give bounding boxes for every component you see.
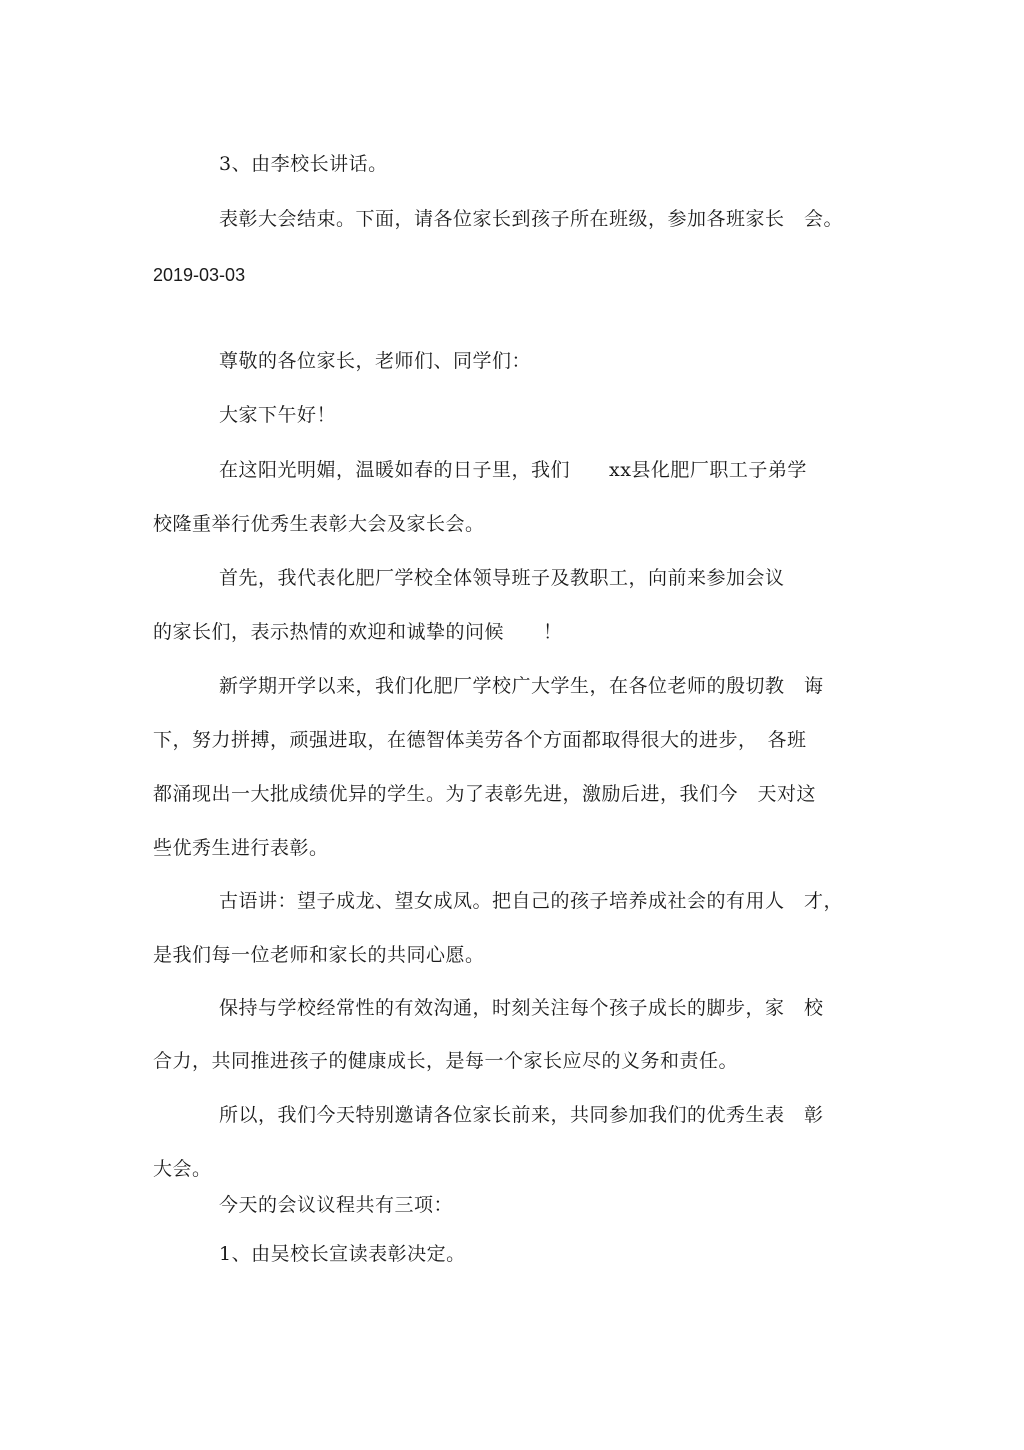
paragraph-line: 在这阳光明媚，温暖如春的日子里，我们 xx县化肥厂职工子弟学 xyxy=(219,459,807,481)
greeting: 大家下午好！ xyxy=(219,404,337,426)
paragraph-line: 大会。 xyxy=(153,1158,212,1180)
agenda-item-3: 3、由李校长讲话。 xyxy=(219,153,388,175)
document-date: 2019-03-03 xyxy=(153,265,246,285)
paragraph-line: 古语讲：望子成龙、望女成凤。把自己的孩子培养成社会的有用人 才， xyxy=(219,890,844,912)
salutation: 尊敬的各位家长，老师们、同学们： xyxy=(219,350,532,372)
paragraph-line: 校隆重举行优秀生表彰大会及家长会。 xyxy=(153,513,485,535)
agenda-item-1: 1、由吴校长宣读表彰决定。 xyxy=(219,1243,466,1265)
paragraph-line: 所以，我们今天特别邀请各位家长前来，共同参加我们的优秀生表 彰 xyxy=(219,1104,824,1126)
agenda-intro: 今天的会议议程共有三项： xyxy=(219,1194,454,1216)
paragraph-line: 是我们每一位老师和家长的共同心愿。 xyxy=(153,944,485,966)
closing-paragraph: 表彰大会结束。下面，请各位家长到孩子所在班级，参加各班家长 会。 xyxy=(219,208,844,230)
paragraph-line: 新学期开学以来，我们化肥厂学校广大学生，在各位老师的殷切教 诲 xyxy=(219,675,824,697)
paragraph-line: 的家长们，表示热情的欢迎和诚挚的问候 ！ xyxy=(153,621,563,643)
paragraph-line: 都涌现出一大批成绩优异的学生。为了表彰先进，激励后进，我们今 天对这 xyxy=(153,783,817,805)
paragraph-line: 些优秀生进行表彰。 xyxy=(153,837,329,859)
paragraph-line: 合力，共同推进孩子的健康成长，是每一个家长应尽的义务和责任。 xyxy=(153,1050,739,1072)
paragraph-line: 首先，我代表化肥厂学校全体领导班子及教职工，向前来参加会议 xyxy=(219,567,785,589)
paragraph-line: 下，努力拼搏，顽强进取，在德智体美劳各个方面都取得很大的进步， 各班 xyxy=(153,729,807,751)
paragraph-line: 保持与学校经常性的有效沟通，时刻关注每个孩子成长的脚步，家 校 xyxy=(219,997,824,1019)
